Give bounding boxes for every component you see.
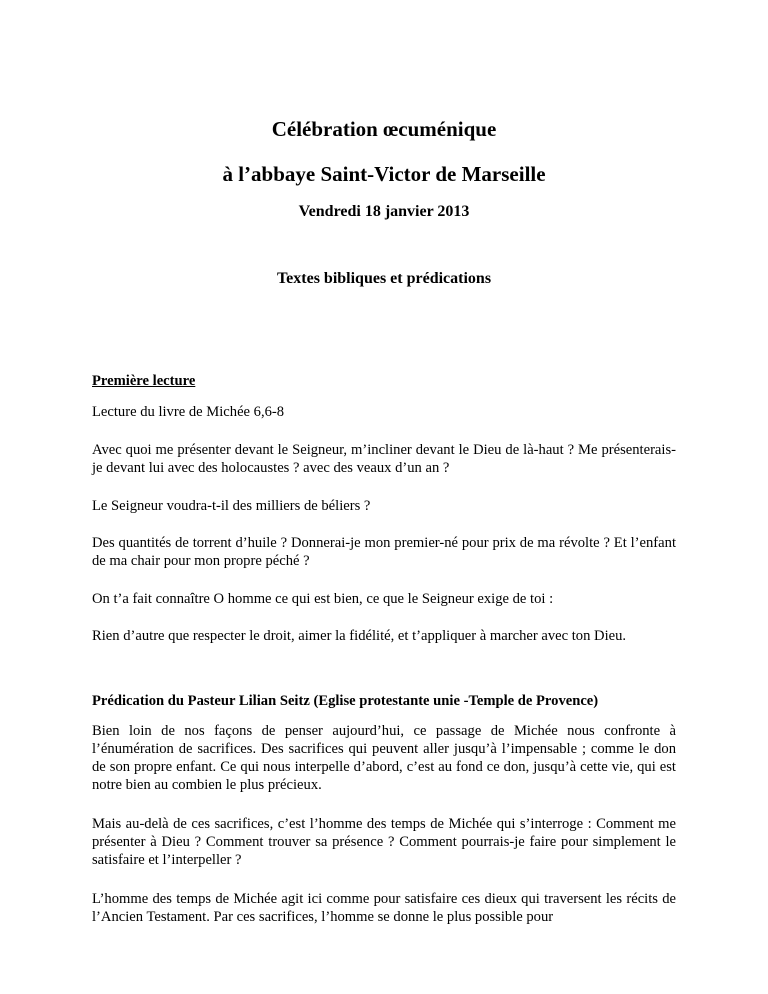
reading-paragraph: Des quantités de torrent d’huile ? Donnerai-je mon premier-né pour prix de ma révolte ? Et l’enfant de ma chair pour mon propre péché ? bbox=[92, 535, 676, 569]
sermon-paragraph: L’homme des temps de Michée agit ici comme pour satisfaire ces dieux qui traversent les récits de l’Ancien Testament. Par ces sacrifices, l’homme se donne le plus possible pour bbox=[92, 891, 676, 925]
reading-paragraph: Le Seigneur voudra-t-il des milliers de béliers ? bbox=[92, 498, 371, 514]
reading-paragraph: Rien d’autre que respecter le droit, aimer la fidélité, et t’appliquer à marcher avec ton Dieu. bbox=[92, 628, 627, 644]
document-date: Vendredi 18 janvier 2013 bbox=[298, 203, 470, 220]
sermon-paragraph: Bien loin de nos façons de penser aujourd’hui, ce passage de Michée nous confronte à l’énumération de sacrifices. Des sacrifices qui peuvent aller jusqu’à l’impensable ; comme le don de son propre enfant. Ce qui nous interpelle d’abord, c’est au fond ce don, jusqu’à cette vie, qui est notre bien au combien le plus précieux. bbox=[92, 723, 676, 793]
reading-paragraph: Avec quoi me présenter devant le Seigneur, m’incliner devant le Dieu de là-haut ? Me présenterais-je devant lui avec des holocaustes ? avec des veaux d’un an ? bbox=[92, 442, 676, 476]
reading-reference: Lecture du livre de Michée 6,6-8 bbox=[92, 404, 285, 420]
sermon-paragraph: Mais au-delà de ces sacrifices, c’est l’homme des temps de Michée qui s’interroge : Comment me présenter à Dieu ? Comment trouver sa présence ? Comment pourrais-je faire pour simplement le satisfaire et l’interpeller ? bbox=[92, 816, 676, 868]
reading-paragraph: On t’a fait connaître O homme ce qui est bien, ce que le Seigneur exige de toi : bbox=[92, 591, 554, 607]
document-title: Célébration œcuménique bbox=[271, 117, 497, 141]
sermon-heading: Prédication du Pasteur Lilian Seitz (Eglise protestante unie -Temple de Provence) bbox=[92, 693, 599, 709]
document-title-line2: à l’abbaye Saint-Victor de Marseille bbox=[222, 162, 546, 186]
reading-heading: Première lecture bbox=[92, 373, 196, 389]
document-subtitle: Textes bibliques et prédications bbox=[276, 270, 492, 287]
